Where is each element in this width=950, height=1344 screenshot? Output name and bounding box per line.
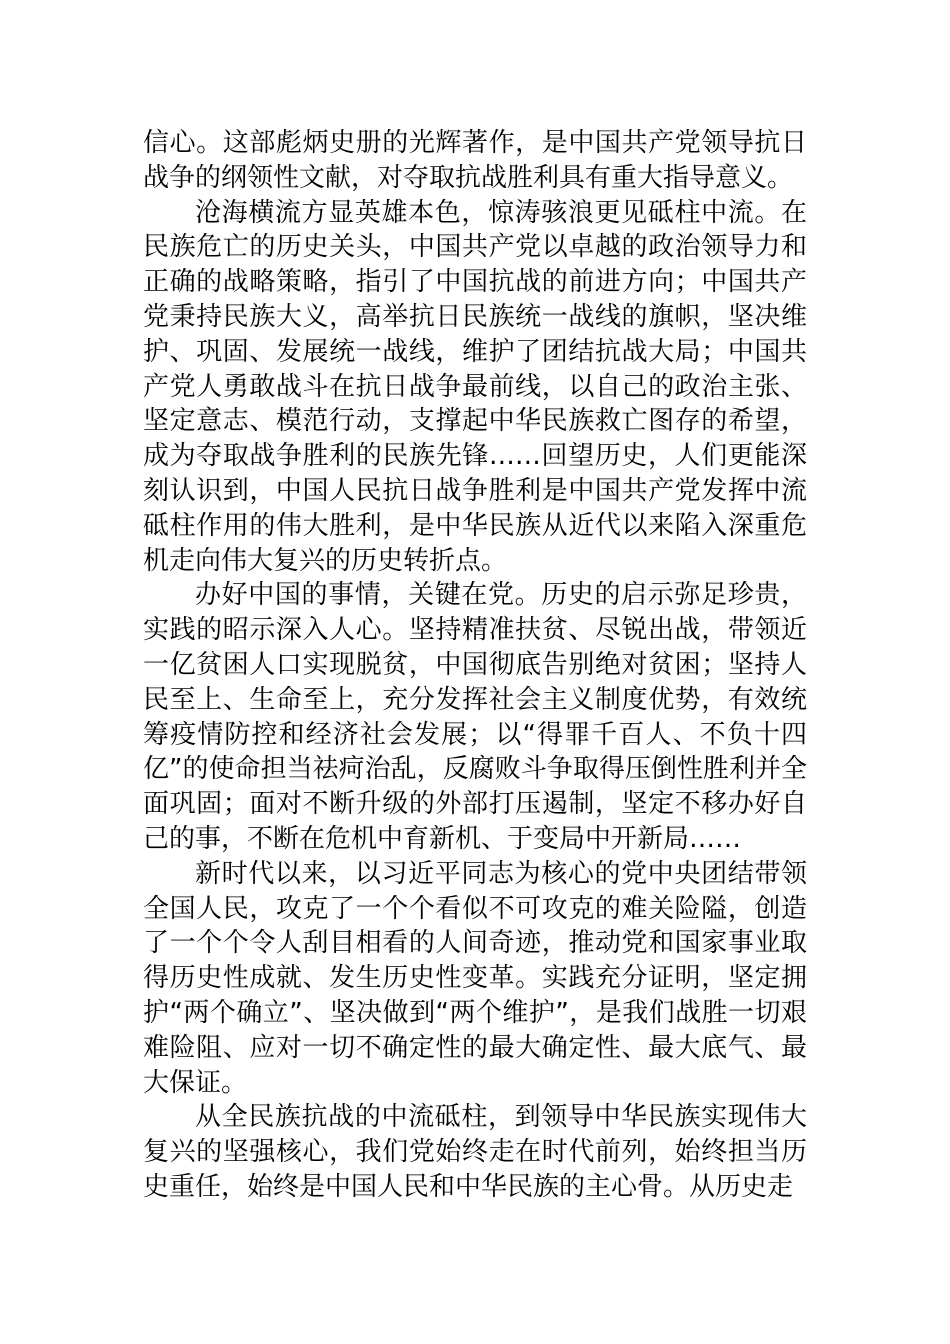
paragraph-4: 新时代以来，以习近平同志为核心的党中央团结带领全国人民，攻克了一个个看似不可攻克的难关险隘，创造了一个个令人刮目相看的人间奇迹，推动党和国家事业取得历史性成就、发生历史性变革。实践充分证明，坚定拥护“两个确立”、坚决做到“两个维护”，是我们战胜一切艰难险阻、应对一切不确定性的最大确定性、最大底气、最大保证。 [143, 858, 807, 1098]
paragraph-5: 从全民族抗战的中流砥柱，到领导中华民族实现伟大复兴的坚强核心，我们党始终走在时代前列，始终担当历史重任，始终是中国人民和中华民族的主心骨。从历史走 [143, 1102, 807, 1202]
paragraph-3: 办好中国的事情，关键在党。历史的启示弥足珍贵，实践的昭示深入人心。坚持精准扶贫、尽锐出战，带领近一亿贫困人口实现脱贫，中国彻底告别绝对贫困；坚持人民至上、生命至上，充分发挥社会主义制度优势，有效统筹疫情防控和经济社会发展；以“得罪千百人、不负十四亿”的使命担当祛疴治乱，反腐败斗争取得压倒性胜利并全面巩固；面对不断升级的外部打压遏制，坚定不移办好自己的事，不断在危机中育新机、于变局中开新局…… [143, 580, 807, 854]
document-body [143, 126, 807, 1205]
paragraph-2: 沧海横流方显英雄本色，惊涛骇浪更见砥柱中流。在民族危亡的历史关头，中国共产党以卓越的政治领导力和正确的战略策略，指引了中国抗战的前进方向；中国共产党秉持民族大义，高举抗日民族统一战线的旗帜，坚决维护、巩固、发展统一战线，维护了团结抗战大局；中国共产党人勇敢战斗在抗日战争最前线，以自己的政治主张、坚定意志、模范行动，支撑起中华民族救亡图存的希望，成为夺取战争胜利的民族先锋……回望历史，人们更能深刻认识到，中国人民抗日战争胜利是中国共产党发挥中流砥柱作用的伟大胜利，是中华民族从近代以来陷入深重危机走向伟大复兴的历史转折点。 [143, 197, 807, 576]
paragraph-1: 信心。这部彪炳史册的光辉著作，是中国共产党领导抗日战争的纲领性文献，对夺取抗战胜利具有重大指导意义。 [143, 128, 807, 193]
